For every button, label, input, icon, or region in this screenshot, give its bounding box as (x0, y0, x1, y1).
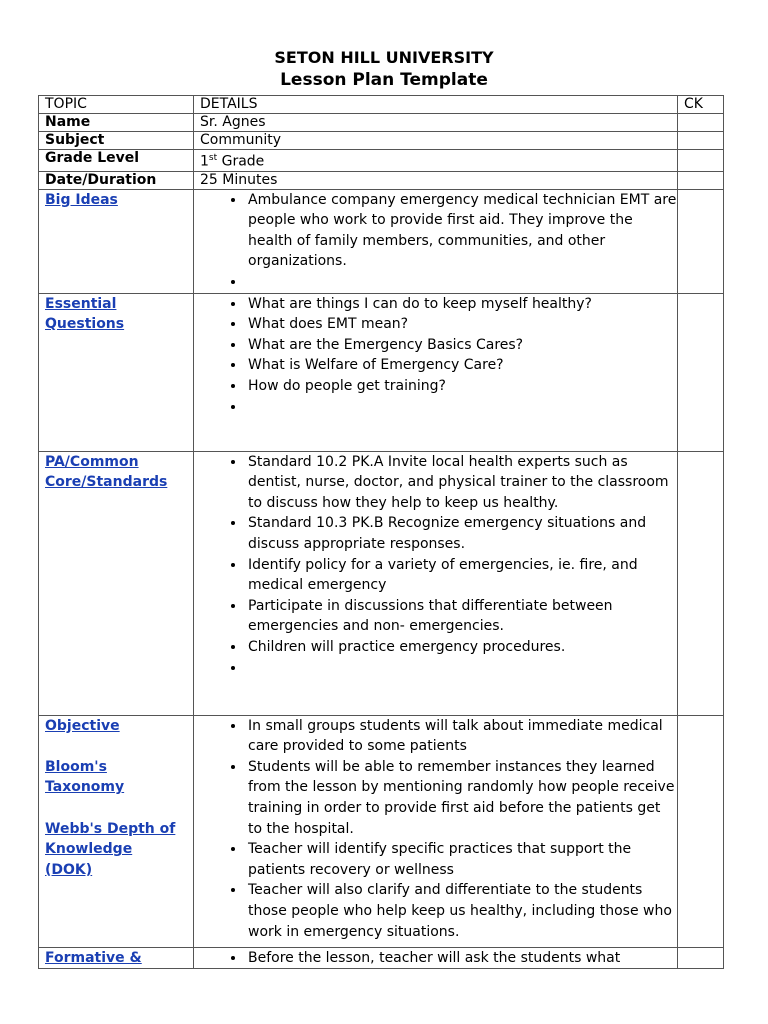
date-row (39, 171, 724, 189)
list-item: • How do people get training? (246, 376, 677, 397)
objective-cell (39, 715, 194, 947)
list-item: • Teacher will identify specific practices that support the patients recovery or wellness (246, 839, 677, 880)
standards-link-2[interactable]: Core/Standards (45, 474, 168, 491)
date-value: 25 Minutes (194, 171, 678, 189)
subject-row (39, 132, 724, 150)
date-label: Date/Duration (39, 171, 194, 189)
list-item: • Standard 10.2 PK.A Invite local health experts such as dentist, nurse, doctor, and physical trainer to the classroom to discuss how they help to keep us healthy. (246, 452, 677, 514)
grade-value (194, 150, 678, 172)
blooms-taxonomy-link[interactable]: Bloom's (45, 758, 107, 775)
list-item: • What is Welfare of Emergency Care? (246, 355, 677, 376)
name-value: Sr. Agnes (194, 114, 678, 132)
ck-cell (678, 451, 724, 715)
ck-cell (678, 189, 724, 293)
list-item: • Ambulance company emergency medical technician EMT are people who work to provide first aid. They improve the health of family members, communities, and other organizations. (246, 190, 677, 272)
list-item: • Students will be able to remember instances they learned from the lesson by mentioning randomly how people receive training in order to provide first aid before the patients get to the hospital. (246, 757, 677, 839)
ck-cell (678, 171, 724, 189)
template-title: Lesson Plan Template (280, 70, 488, 90)
webbs-dok-link-2[interactable]: Knowledge (45, 841, 133, 858)
list-item: • In small groups students will talk about immediate medical care provided to some patients (246, 716, 677, 757)
big-ideas-link[interactable]: Big Ideas (45, 191, 118, 208)
standards-link[interactable]: PA/Common (45, 453, 139, 470)
grade-suffix: st (208, 153, 218, 163)
list-item (246, 272, 677, 293)
grade-row (39, 150, 724, 172)
ck-cell (678, 715, 724, 947)
ck-cell (678, 150, 724, 172)
list-item (246, 658, 677, 679)
ck-cell (678, 947, 724, 969)
essential-questions-list (200, 294, 677, 418)
big-ideas-cell (39, 189, 194, 293)
essential-questions-details (194, 293, 678, 451)
webbs-dok-link-3[interactable]: (DOK) (45, 861, 93, 878)
list-item: • Children will practice emergency procedures. (246, 637, 677, 658)
formative-link[interactable]: Formative & (45, 949, 142, 966)
essential-questions-link[interactable]: Essential (45, 295, 117, 312)
details-header: DETAILS (194, 96, 678, 114)
formative-list (200, 948, 677, 969)
list-item: • Standard 10.3 PK.B Recognize emergency situations and discuss appropriate responses. (246, 513, 677, 554)
list-item: • Identify policy for a variety of emergencies, ie. fire, and medical emergency (246, 555, 677, 596)
standards-list (200, 452, 677, 679)
formative-cell (39, 947, 194, 969)
subject-label: Subject (39, 132, 194, 150)
topic-header: TOPIC (39, 96, 194, 114)
university-title: SETON HILL UNIVERSITY (274, 48, 494, 67)
grade-word: Grade (217, 153, 265, 170)
list-item: • What does EMT mean? (246, 314, 677, 335)
list-item: • Participate in discussions that differentiate between emergencies and non- emergencies. (246, 596, 677, 637)
objective-list (200, 716, 677, 943)
ck-cell (678, 293, 724, 451)
standards-cell (39, 451, 194, 715)
name-label: Name (39, 114, 194, 132)
formative-row (39, 947, 724, 969)
essential-questions-cell (39, 293, 194, 451)
big-ideas-row (39, 189, 724, 293)
list-item: • What are things I can do to keep myself healthy? (246, 294, 677, 315)
standards-row (39, 451, 724, 715)
objective-link[interactable]: Objective (45, 717, 120, 734)
big-ideas-list (200, 190, 677, 293)
list-item (246, 397, 677, 418)
ck-cell (678, 132, 724, 150)
subject-value: Community (194, 132, 678, 150)
ck-cell (678, 114, 724, 132)
blooms-taxonomy-link-2[interactable]: Taxonomy (45, 779, 125, 796)
essential-questions-link-2[interactable]: Questions (45, 316, 125, 333)
name-row (39, 114, 724, 132)
ck-header: CK (678, 96, 724, 114)
grade-number: 1 (200, 153, 209, 170)
list-item: • Teacher will also clarify and differentiate to the students those people who help keep us healthy, including those who work in emergency situations. (246, 880, 677, 942)
formative-details (194, 947, 678, 969)
standards-details (194, 451, 678, 715)
header-row (39, 96, 724, 114)
list-item: • Before the lesson, teacher will ask the students what (246, 948, 677, 969)
big-ideas-details (194, 189, 678, 293)
objective-row (39, 715, 724, 947)
objective-details (194, 715, 678, 947)
webbs-dok-link[interactable]: Webb's Depth of (45, 820, 176, 837)
essential-questions-row (39, 293, 724, 451)
grade-label: Grade Level (39, 150, 194, 172)
list-item: • What are the Emergency Basics Cares? (246, 335, 677, 356)
lesson-plan-table (38, 95, 724, 969)
